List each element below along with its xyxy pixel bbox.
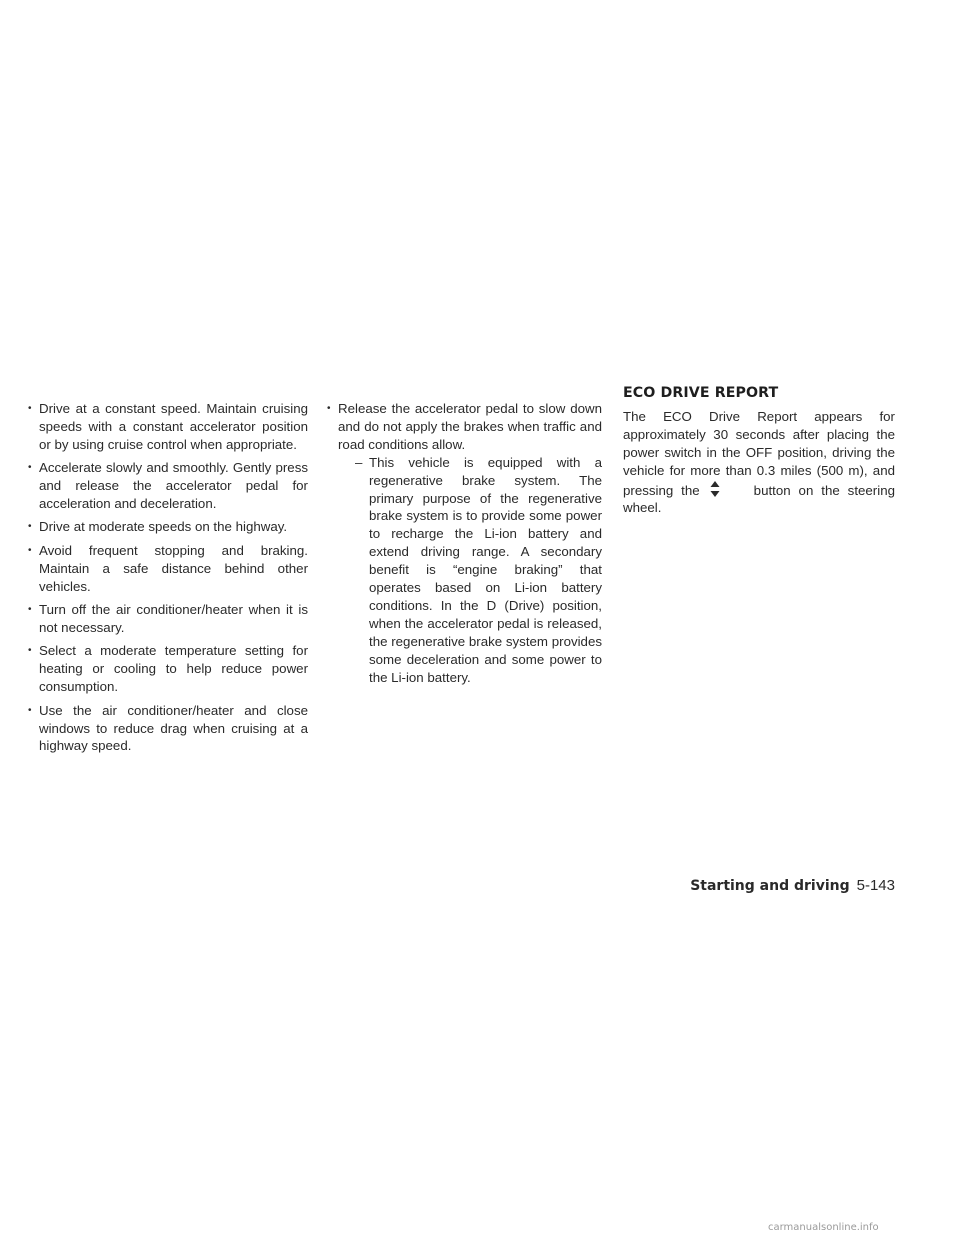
sub-list [338,454,602,687]
page-footer [690,877,895,894]
sub-list-item [338,454,602,687]
list-item: • Accelerate slowly and smoothly. Gently press and release the accelerator pedal for acceleration and deceleration. [28,459,308,513]
paragraph-text-start: The ECO Drive Report appears for approximately 30 seconds after placing the power switch in the OFF position, driving the vehicle for more than 0.3 miles (500 m), and pressing the [623,408,895,498]
column-3 [623,385,895,517]
list-item-text: Release the accelerator pedal to slow down and do not apply the brakes when traffic and road conditions allow. [338,401,602,452]
list-item: • Use the air conditioner/heater and close windows to reduce drag when cruising at a highway speed. [28,702,308,756]
sub-list-item-text: This vehicle is equipped with a regenerative brake system. The primary purpose of the regenerative brake system is to provide some power to recharge the Li-ion battery and extend driving range. A secondary benefit is “engine braking” that operates based on Li-ion battery conditions. In the D (Drive) position, when the accelerator pedal is released, the regenerative brake system provides some deceleration and some power to the Li-ion battery. [369,454,602,685]
section-heading: ECO DRIVE REPORT [623,385,779,401]
eco-drive-report-paragraph [623,408,895,517]
list-item: • Turn off the air conditioner/heater when it is not necessary. [28,601,308,637]
watermark: carmanualsonline.info [768,1222,879,1233]
section-title: Starting and driving [690,878,850,894]
dash-mark: – [355,454,363,470]
list-item: • Drive at moderate speeds on the highway. [28,518,308,536]
list-item [327,400,602,687]
paragraph-text-end: button on the steering wheel. [623,482,895,516]
list-item: • Avoid frequent stopping and braking. Maintain a safe distance behind other vehicles. [28,542,308,596]
up-down-arrow-icon [708,480,722,498]
driving-tips-list [28,400,308,755]
list-item: • Drive at a constant speed. Maintain cruising speeds with a constant accelerator position or by using cruise control when appropriate. [28,400,308,454]
column-2 [327,400,602,692]
column-1 [28,400,308,761]
list-item: • Select a moderate temperature setting for heating or cooling to help reduce power consumption. [28,642,308,696]
page-number: 5-143 [856,877,895,894]
brake-tips-list [327,400,602,687]
